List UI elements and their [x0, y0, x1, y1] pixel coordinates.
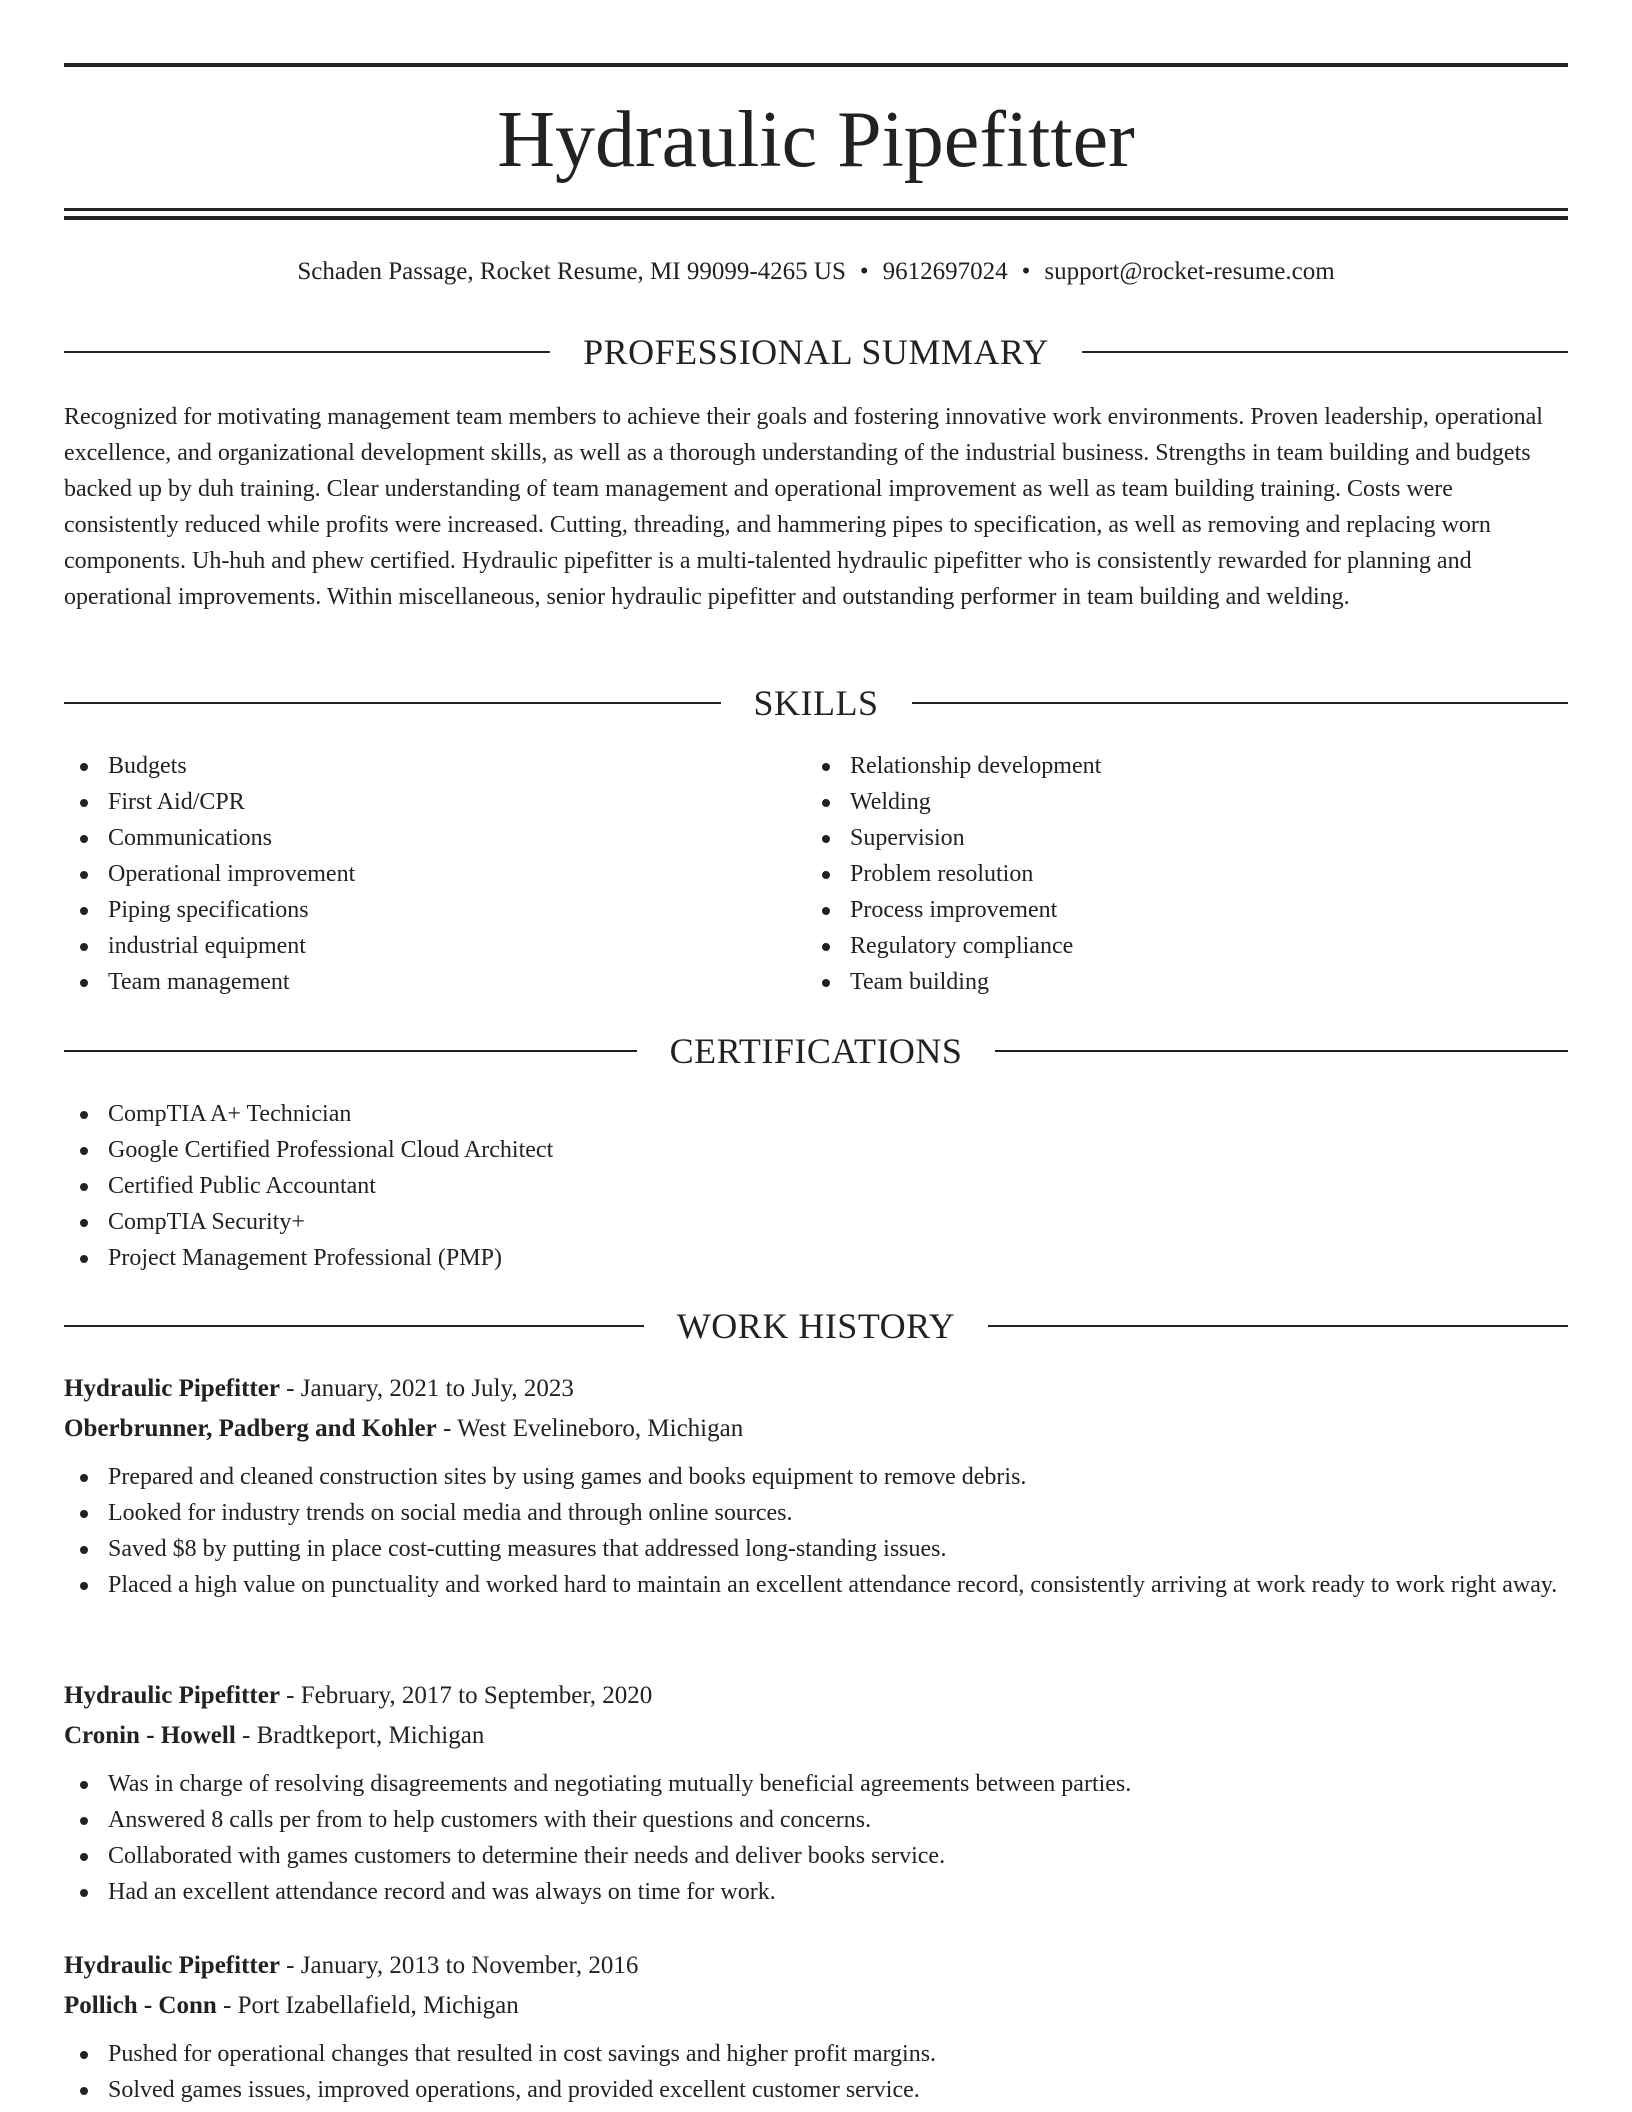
section-rule-right	[988, 1325, 1568, 1327]
skills-list-left	[64, 748, 804, 1000]
job-bullet: Placed a high value on punctuality and worked hard to maintain an excellent attendance record, consistently arriving at work ready to work right away.	[64, 1567, 1568, 1603]
section-header-skills	[64, 681, 1568, 725]
section-title-skills: SKILLS	[753, 683, 879, 723]
section-rule-right	[1082, 351, 1568, 353]
job-title-line	[64, 1369, 1568, 1409]
certification-item: CompTIA A+ Technician	[64, 1096, 1568, 1132]
contact-line	[64, 254, 1568, 290]
job-company: Oberbrunner, Padberg and Kohler	[64, 1415, 437, 1442]
skill-item: Relationship development	[806, 748, 1546, 784]
job-entry	[64, 1946, 1568, 2108]
resume-name: Hydraulic Pipefitter	[497, 96, 1135, 184]
skill-item: Process improvement	[806, 892, 1546, 928]
skill-item: Team building	[806, 964, 1546, 1000]
skill-item: First Aid/CPR	[64, 784, 804, 820]
job-company-line	[64, 1716, 1568, 1756]
section-header-work	[64, 1304, 1568, 1348]
section-header-summary	[64, 330, 1568, 374]
skill-item: Regulatory compliance	[806, 928, 1546, 964]
skills-list-right	[806, 748, 1546, 1000]
section-rule-left	[64, 1325, 644, 1327]
skill-item: Team management	[64, 964, 804, 1000]
skills-column-right	[806, 748, 1546, 1000]
job-bullet: Saved $8 by putting in place cost-cutting measures that addressed long-standing issues.	[64, 1531, 1568, 1567]
skill-item: Communications	[64, 820, 804, 856]
job-company: Pollich - Conn	[64, 1992, 217, 2019]
section-rule-left	[64, 351, 550, 353]
section-title-work: WORK HISTORY	[676, 1306, 956, 1346]
job-dates: - January, 2021 to July, 2023	[286, 1375, 574, 1402]
section-rule-left	[64, 702, 721, 704]
certifications-block	[64, 1096, 1568, 1276]
certification-item: Certified Public Accountant	[64, 1168, 1568, 1204]
job-location: - West Evelineboro, Michigan	[442, 1415, 744, 1442]
job-title: Hydraulic Pipefitter	[64, 1682, 280, 1709]
job-bullet: Answered 8 calls per from to help customers with their questions and concerns.	[64, 1802, 1568, 1838]
certifications-list	[64, 1096, 1568, 1276]
job-title: Hydraulic Pipefitter	[64, 1952, 280, 1979]
certification-item: CompTIA Security+	[64, 1204, 1568, 1240]
job-bullets	[64, 2036, 1568, 2108]
header-double-rule-upper	[64, 208, 1568, 211]
skill-item: Budgets	[64, 748, 804, 784]
section-rule-left	[64, 1050, 637, 1052]
job-bullet: Was in charge of resolving disagreements and negotiating mutually beneficial agreements between parties.	[64, 1766, 1568, 1802]
job-bullet: Solved games issues, improved operations, and provided excellent customer service.	[64, 2072, 1568, 2108]
section-title-certifications: CERTIFICATIONS	[669, 1031, 963, 1071]
summary-text: Recognized for motivating management team members to achieve their goals and fostering innovative work environments. Proven leadership, operational excellence, and organizational development skills, as well as a thorough understanding of the industrial business. Strengths in team building and budgets backed up by duh training. Clear understanding of team management and operational improvement as well as team building training. Costs were consistently reduced while profits were increased. Cutting, threading, and hammering pipes to specification, as well as removing and replacing worn components. Uh-huh and phew certified. Hydraulic pipefitter is a multi-talented hydraulic pipefitter who is consistently rewarded for planning and operational improvements. Within miscellaneous, senior hydraulic pipefitter and outstanding performer in team building and welding.	[64, 404, 1543, 610]
job-company: Cronin - Howell	[64, 1722, 236, 1749]
job-bullet: Pushed for operational changes that resulted in cost savings and higher profit margins.	[64, 2036, 1568, 2072]
section-header-certifications	[64, 1029, 1568, 1073]
certification-item: Google Certified Professional Cloud Architect	[64, 1132, 1568, 1168]
job-dates: - February, 2017 to September, 2020	[286, 1682, 653, 1709]
job-location: - Bradtkeport, Michigan	[242, 1722, 485, 1749]
job-dates: - January, 2013 to November, 2016	[286, 1952, 639, 1979]
contact-separator: •	[859, 258, 869, 285]
section-rule-right	[995, 1050, 1568, 1052]
job-bullet: Looked for industry trends on social media and through online sources.	[64, 1495, 1568, 1531]
job-bullets	[64, 1766, 1568, 1910]
job-title: Hydraulic Pipefitter	[64, 1375, 280, 1402]
job-title-line	[64, 1946, 1568, 1986]
skill-item: Problem resolution	[806, 856, 1546, 892]
contact-phone: 9612697024	[882, 258, 1008, 285]
job-entry	[64, 1676, 1568, 1910]
job-title-line	[64, 1676, 1568, 1716]
skill-item: Piping specifications	[64, 892, 804, 928]
skill-item: Operational improvement	[64, 856, 804, 892]
job-bullets	[64, 1459, 1568, 1603]
skill-item: Welding	[806, 784, 1546, 820]
skills-column-left	[64, 748, 804, 1000]
header-double-rule-lower	[64, 216, 1568, 220]
job-entry	[64, 1369, 1568, 1603]
job-company-line	[64, 1986, 1568, 2026]
contact-separator: •	[1021, 258, 1031, 285]
job-bullet: Had an excellent attendance record and was always on time for work.	[64, 1874, 1568, 1910]
contact-address: Schaden Passage, Rocket Resume, MI 99099-4265 US	[297, 258, 846, 285]
job-location: - Port Izabellafield, Michigan	[223, 1992, 519, 2019]
job-bullet: Collaborated with games customers to determine their needs and deliver books service.	[64, 1838, 1568, 1874]
section-rule-right	[912, 702, 1569, 704]
job-company-line	[64, 1409, 1568, 1449]
certification-item: Project Management Professional (PMP)	[64, 1240, 1568, 1276]
skill-item: Supervision	[806, 820, 1546, 856]
job-bullet: Prepared and cleaned construction sites by using games and books equipment to remove debris.	[64, 1459, 1568, 1495]
header-top-rule	[64, 63, 1568, 67]
section-title-summary: PROFESSIONAL SUMMARY	[583, 332, 1049, 372]
contact-email: support@rocket-resume.com	[1044, 258, 1335, 285]
skill-item: industrial equipment	[64, 928, 804, 964]
